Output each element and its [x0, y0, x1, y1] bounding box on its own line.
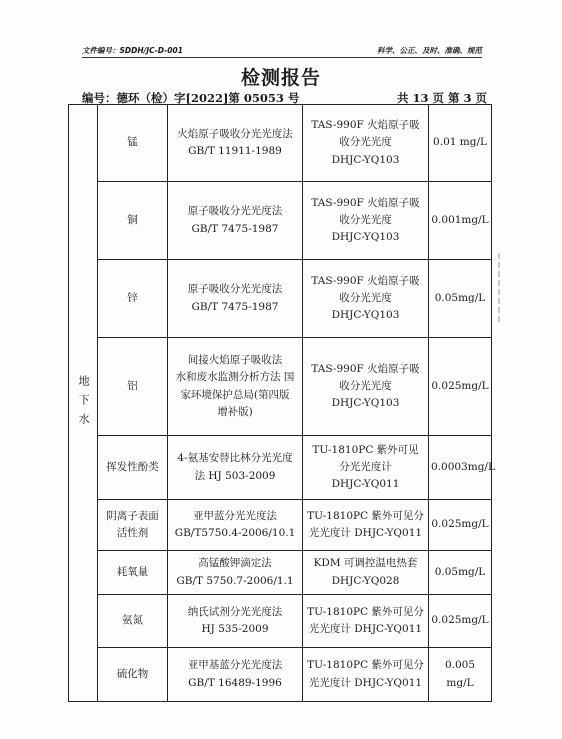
instrument-line: TAS-990F 火焰原子吸 [311, 274, 420, 287]
method-line: GB/T5750.4-2006/10.1 [174, 527, 296, 539]
method-cell [168, 260, 303, 338]
method-line: GB/T 11911-1989 [188, 145, 282, 157]
instrument-line: DHJC-YQ028 [331, 574, 400, 587]
method-cell [168, 182, 303, 260]
total-pages: 共 13 页 [396, 91, 444, 105]
instrument-cell [303, 500, 429, 551]
seal-edge [498, 250, 508, 340]
table-row [69, 338, 492, 436]
page-title: 检测报告 [240, 67, 321, 89]
method-line: 火焰原子吸收分光光度法 [177, 127, 293, 140]
item-cell: 铝 [98, 338, 168, 436]
report-code: 编号：德环（检）字[2022]第 05053 号 [82, 91, 300, 105]
instrument-line: TAS-990F 火焰原子吸 [311, 119, 420, 132]
header-divider [82, 57, 482, 58]
item-line: 阴离子表面 [106, 509, 159, 522]
instrument-line: 光光度计 DHJC-YQ011 [308, 527, 423, 539]
detection-limit-cell: 0.001mg/L [429, 182, 492, 260]
detection-limit-cell: 0.05mg/L [429, 551, 492, 595]
method-line: 增补版) [217, 405, 253, 418]
method-line: 间接火焰原子吸收法 [187, 353, 283, 366]
instrument-cell [303, 648, 429, 702]
detection-limit-cell: 0.0003mg/L [429, 436, 492, 500]
instrument-line: TAS-990F 火焰原子吸 [311, 196, 420, 209]
table-row [69, 551, 492, 595]
table-row [69, 595, 492, 648]
instrument-line: 收分光光度 [339, 379, 392, 392]
table-row [69, 648, 492, 702]
instrument-line: 收分光光度 [339, 291, 392, 304]
method-line: 家环境保护总局(第四版 [180, 388, 290, 401]
method-line: GB/T 7475-1987 [191, 300, 279, 313]
instrument-line: KDM 可调控温电热套 [313, 557, 418, 570]
method-cell [168, 338, 303, 436]
page-number: 第 3 页 [447, 91, 487, 105]
table-row [69, 260, 492, 338]
instrument-line: 收分光光度 [339, 213, 392, 226]
method-cell [168, 105, 303, 182]
method-cell [168, 500, 303, 551]
table-row [69, 500, 492, 551]
item-cell: 硫化物 [98, 648, 168, 702]
detection-limit-cell: 0.005 mg/L [429, 648, 492, 702]
detection-limit-cell: 0.025mg/L [429, 595, 492, 648]
instrument-cell [303, 436, 429, 500]
instrument-cell [303, 551, 429, 595]
table-row [69, 182, 492, 260]
method-cell [168, 436, 303, 500]
method-line: 纳氏试剂分光光度法 [187, 605, 283, 618]
instrument-line: DHJC-YQ103 [331, 309, 400, 322]
instrument-line: 分光光度计 [339, 460, 392, 473]
table-row [69, 105, 492, 182]
item-cell: 耗氧量 [98, 551, 168, 595]
detection-limit-cell: 0.025mg/L [429, 500, 492, 551]
instrument-line: DHJC-YQ103 [331, 231, 400, 244]
method-line: 亚甲基蓝分光光度法 [187, 659, 283, 672]
method-line: 法 HJ 503-2009 [194, 469, 276, 482]
method-cell [168, 648, 303, 702]
method-line: 原子吸收分光光度法 [187, 283, 283, 296]
item-line: 活性剂 [116, 527, 149, 539]
method-line: GB/T 7475-1987 [191, 222, 279, 235]
method-line: GB/T 16489-1996 [188, 676, 282, 689]
instrument-cell [303, 338, 429, 436]
instrument-line: DHJC-YQ103 [331, 397, 400, 410]
instrument-cell [303, 260, 429, 338]
results-table [68, 104, 495, 702]
instrument-line: DHJC-YQ011 [331, 478, 400, 491]
instrument-line: TAS-990F 火焰原子吸 [311, 362, 420, 375]
detection-limit-cell: 0.025mg/L [429, 338, 492, 436]
method-line: 4-氨基安替比林分光光度 [177, 452, 293, 465]
method-line: 水和废水监测分析方法 国 [175, 371, 295, 384]
instrument-line: TU-1810PC 紫外可见分 [307, 509, 424, 522]
method-line: 高锰酸钾滴定法 [198, 557, 272, 570]
instrument-cell [303, 105, 429, 182]
detection-limit-cell: 0.05mg/L [429, 260, 492, 338]
instrument-line: 收分光光度 [339, 136, 392, 149]
method-line: 亚甲蓝分光光度法 [193, 509, 277, 522]
item-cell: 氨氮 [98, 595, 168, 648]
item-cell: 锌 [98, 260, 168, 338]
instrument-line: 光光度计 DHJC-YQ011 [308, 623, 423, 635]
item-cell: 铜 [98, 182, 168, 260]
instrument-line: TU-1810PC 紫外可见 [312, 443, 419, 456]
table-row [69, 436, 492, 500]
method-line: HJ 535-2009 [201, 623, 269, 635]
method-line: GB/T 5750.7-2006/1.1 [176, 574, 294, 587]
item-cell: 挥发性酚类 [98, 436, 168, 500]
motto: 科学、公正、及时、准确、规范 [377, 46, 482, 55]
method-cell [168, 551, 303, 595]
method-line: 原子吸收分光光度法 [187, 205, 283, 218]
item-cell [98, 500, 168, 551]
instrument-line: TU-1810PC 紫外可见分 [307, 605, 424, 618]
instrument-cell [303, 595, 429, 648]
method-cell [168, 595, 303, 648]
instrument-cell [303, 182, 429, 260]
sample-category: 地下水 [69, 105, 98, 702]
item-cell: 锰 [98, 105, 168, 182]
detection-limit-cell: 0.01 mg/L [429, 105, 492, 182]
instrument-line: TU-1810PC 紫外可见分 [307, 659, 424, 672]
instrument-line: 光光度计 DHJC-YQ011 [308, 676, 423, 689]
instrument-line: DHJC-YQ103 [331, 153, 400, 166]
file-number: 文件编号：SDDH/JC-D-001 [82, 46, 183, 55]
